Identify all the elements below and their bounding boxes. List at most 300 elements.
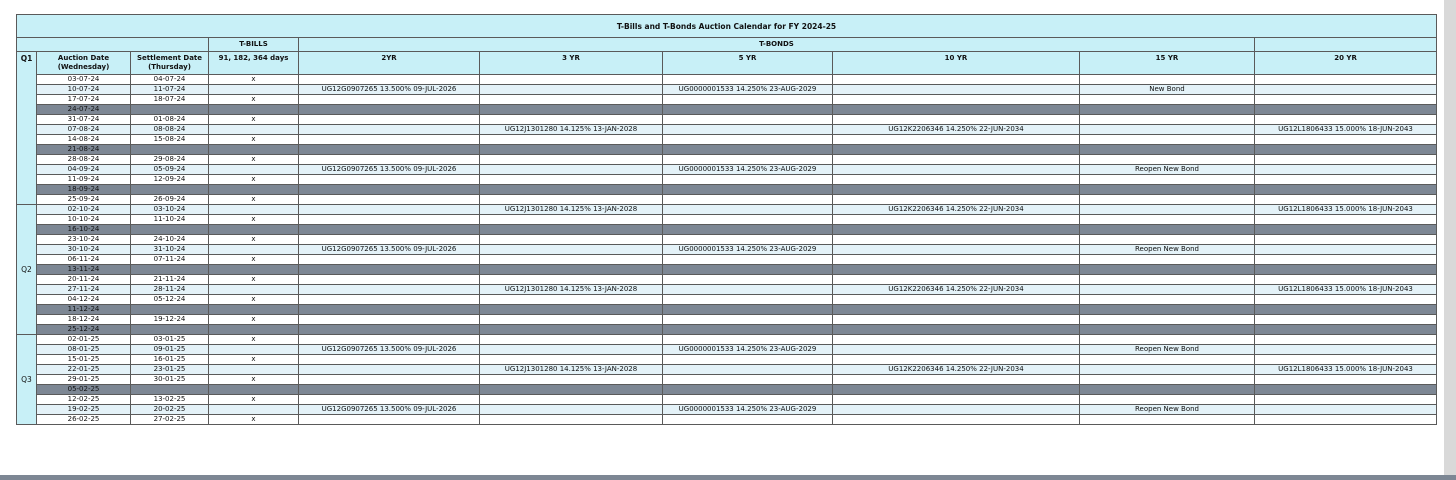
tbills-mark — [209, 245, 299, 255]
bond-3yr — [480, 385, 663, 395]
quarter-label: Q2 — [17, 205, 37, 335]
auction-date: 11-12-24 — [37, 305, 131, 315]
bond-3yr — [480, 165, 663, 175]
bond-5yr — [663, 295, 833, 305]
bond-15yr — [1080, 285, 1255, 295]
bond-20yr — [1255, 225, 1437, 235]
tbills-mark: x — [209, 395, 299, 405]
group-spacer-right — [1255, 38, 1437, 52]
bond-15yr — [1080, 95, 1255, 105]
auction-date: 12-02-25 — [37, 395, 131, 405]
tbills-mark: x — [209, 155, 299, 165]
group-tbonds: T-BONDS — [299, 38, 1255, 52]
bond-2yr — [299, 315, 480, 325]
bond-5yr — [663, 105, 833, 115]
settlement-date: 05-12-24 — [131, 295, 209, 305]
settlement-date: 12-09-24 — [131, 175, 209, 185]
auction-date: 18-12-24 — [37, 315, 131, 325]
tbills-mark: x — [209, 95, 299, 105]
bond-3yr — [480, 225, 663, 235]
bond-2yr — [299, 305, 480, 315]
bond-15yr — [1080, 275, 1255, 285]
tbills-mark: x — [209, 415, 299, 425]
bond-10yr — [833, 165, 1080, 175]
table-row — [17, 135, 1437, 145]
bond-15yr — [1080, 325, 1255, 335]
tbills-mark: x — [209, 355, 299, 365]
tbills-mark — [209, 385, 299, 395]
header-settlement-date: Settlement Date (Thursday) — [131, 52, 209, 75]
bond-20yr — [1255, 355, 1437, 365]
bond-20yr — [1255, 245, 1437, 255]
table-row — [17, 385, 1437, 395]
settlement-date: 08-08-24 — [131, 125, 209, 135]
bond-15yr — [1080, 305, 1255, 315]
bond-20yr — [1255, 375, 1437, 385]
auction-date: 24-07-24 — [37, 105, 131, 115]
bond-15yr — [1080, 255, 1255, 265]
bond-20yr — [1255, 415, 1437, 425]
settlement-date — [131, 385, 209, 395]
auction-date: 25-12-24 — [37, 325, 131, 335]
quarter-label: Q3 — [17, 335, 37, 425]
bond-2yr — [299, 105, 480, 115]
tbills-mark: x — [209, 375, 299, 385]
table-row — [17, 415, 1437, 425]
bond-3yr — [480, 305, 663, 315]
bond-2yr — [299, 325, 480, 335]
bond-10yr — [833, 105, 1080, 115]
bond-10yr — [833, 275, 1080, 285]
bond-5yr — [663, 275, 833, 285]
bond-15yr — [1080, 205, 1255, 215]
settlement-date: 21-11-24 — [131, 275, 209, 285]
auction-date: 11-09-24 — [37, 175, 131, 185]
bond-3yr — [480, 265, 663, 275]
tbills-mark — [209, 325, 299, 335]
table-row — [17, 165, 1437, 175]
bond-15yr: New Bond — [1080, 85, 1255, 95]
bond-5yr — [663, 335, 833, 345]
bond-10yr — [833, 265, 1080, 275]
auction-date: 31-07-24 — [37, 115, 131, 125]
bond-10yr: UG12K2206346 14.250% 22-JUN-2034 — [833, 365, 1080, 375]
bond-15yr — [1080, 355, 1255, 365]
tbills-mark — [209, 345, 299, 355]
bond-15yr — [1080, 365, 1255, 375]
bond-15yr — [1080, 185, 1255, 195]
bond-5yr — [663, 315, 833, 325]
bond-10yr — [833, 95, 1080, 105]
bond-15yr: Reopen New Bond — [1080, 345, 1255, 355]
table-row — [17, 115, 1437, 125]
auction-date: 28-08-24 — [37, 155, 131, 165]
bond-20yr — [1255, 145, 1437, 155]
bond-2yr — [299, 185, 480, 195]
bond-10yr — [833, 395, 1080, 405]
bond-15yr — [1080, 235, 1255, 245]
bond-15yr: Reopen New Bond — [1080, 405, 1255, 415]
bond-10yr — [833, 325, 1080, 335]
bond-2yr — [299, 155, 480, 165]
bond-5yr — [663, 115, 833, 125]
bond-15yr — [1080, 175, 1255, 185]
bond-5yr: UG0000001533 14.250% 23-AUG-2029 — [663, 85, 833, 95]
auction-date: 03-07-24 — [37, 75, 131, 85]
group-spacer — [17, 38, 209, 52]
bond-15yr: Reopen New Bond — [1080, 245, 1255, 255]
bond-10yr — [833, 215, 1080, 225]
auction-date: 22-01-25 — [37, 365, 131, 375]
bond-2yr — [299, 355, 480, 365]
settlement-date: 07-11-24 — [131, 255, 209, 265]
bond-10yr — [833, 295, 1080, 305]
bond-20yr — [1255, 105, 1437, 115]
bond-5yr — [663, 95, 833, 105]
bond-20yr — [1255, 135, 1437, 145]
bond-5yr — [663, 395, 833, 405]
table-row — [17, 345, 1437, 355]
bond-3yr — [480, 295, 663, 305]
settlement-date — [131, 265, 209, 275]
settlement-date: 16-01-25 — [131, 355, 209, 365]
bond-20yr — [1255, 255, 1437, 265]
settlement-date: 01-08-24 — [131, 115, 209, 125]
bond-3yr — [480, 185, 663, 195]
bond-15yr — [1080, 145, 1255, 155]
auction-date: 21-08-24 — [37, 145, 131, 155]
table-row — [17, 375, 1437, 385]
bond-20yr — [1255, 155, 1437, 165]
bond-5yr — [663, 355, 833, 365]
table-row — [17, 105, 1437, 115]
bond-3yr — [480, 155, 663, 165]
bond-2yr — [299, 385, 480, 395]
bond-10yr — [833, 75, 1080, 85]
table-row — [17, 255, 1437, 265]
table-row — [17, 235, 1437, 245]
bond-20yr — [1255, 315, 1437, 325]
tbills-mark — [209, 105, 299, 115]
bond-10yr — [833, 195, 1080, 205]
settlement-date: 29-08-24 — [131, 155, 209, 165]
settlement-date — [131, 225, 209, 235]
bond-2yr — [299, 395, 480, 405]
bond-2yr — [299, 125, 480, 135]
bond-5yr — [663, 285, 833, 295]
tbills-mark — [209, 85, 299, 95]
bond-15yr — [1080, 115, 1255, 125]
scrollbar[interactable] — [1444, 0, 1456, 480]
bond-3yr — [480, 195, 663, 205]
tbills-mark: x — [209, 175, 299, 185]
bond-5yr — [663, 155, 833, 165]
settlement-date: 11-10-24 — [131, 215, 209, 225]
bond-15yr — [1080, 295, 1255, 305]
header-2yr: 2YR — [299, 52, 480, 75]
bond-2yr — [299, 215, 480, 225]
group-tbills: T-BILLS — [209, 38, 299, 52]
bond-15yr — [1080, 105, 1255, 115]
bond-3yr — [480, 325, 663, 335]
bond-2yr — [299, 415, 480, 425]
bond-2yr — [299, 225, 480, 235]
bond-10yr — [833, 135, 1080, 145]
bond-20yr — [1255, 405, 1437, 415]
bond-15yr — [1080, 135, 1255, 145]
bond-10yr — [833, 335, 1080, 345]
settlement-date: 03-01-25 — [131, 335, 209, 345]
bond-5yr — [663, 235, 833, 245]
table-row — [17, 95, 1437, 105]
bond-10yr: UG12K2206346 14.250% 22-JUN-2034 — [833, 205, 1080, 215]
settlement-date: 05-09-24 — [131, 165, 209, 175]
settlement-date: 27-02-25 — [131, 415, 209, 425]
auction-date: 25-09-24 — [37, 195, 131, 205]
bond-20yr — [1255, 305, 1437, 315]
auction-date: 02-01-25 — [37, 335, 131, 345]
tbills-mark: x — [209, 275, 299, 285]
table-row — [17, 225, 1437, 235]
bond-2yr: UG12G0907265 13.500% 09-JUL-2026 — [299, 85, 480, 95]
tbills-mark: x — [209, 295, 299, 305]
bond-20yr — [1255, 195, 1437, 205]
table-row — [17, 175, 1437, 185]
bond-3yr — [480, 75, 663, 85]
bond-10yr — [833, 175, 1080, 185]
settlement-date: 28-11-24 — [131, 285, 209, 295]
auction-date: 04-09-24 — [37, 165, 131, 175]
table-row — [17, 285, 1437, 295]
tbills-mark — [209, 145, 299, 155]
bond-5yr — [663, 145, 833, 155]
bond-5yr — [663, 125, 833, 135]
bond-20yr — [1255, 95, 1437, 105]
table-row — [17, 245, 1437, 255]
bond-10yr — [833, 355, 1080, 365]
table-row — [17, 305, 1437, 315]
bond-3yr — [480, 395, 663, 405]
settlement-date — [131, 185, 209, 195]
bond-20yr — [1255, 265, 1437, 275]
auction-date: 18-09-24 — [37, 185, 131, 195]
bond-5yr: UG0000001533 14.250% 23-AUG-2029 — [663, 245, 833, 255]
bond-2yr — [299, 365, 480, 375]
bond-2yr — [299, 175, 480, 185]
bond-15yr — [1080, 415, 1255, 425]
auction-date: 16-10-24 — [37, 225, 131, 235]
bond-5yr — [663, 385, 833, 395]
bond-5yr: UG0000001533 14.250% 23-AUG-2029 — [663, 165, 833, 175]
settlement-date: 26-09-24 — [131, 195, 209, 205]
bond-10yr: UG12K2206346 14.250% 22-JUN-2034 — [833, 285, 1080, 295]
bond-20yr — [1255, 75, 1437, 85]
settlement-date: 30-01-25 — [131, 375, 209, 385]
bond-3yr — [480, 275, 663, 285]
bond-5yr — [663, 195, 833, 205]
auction-date: 13-11-24 — [37, 265, 131, 275]
bond-2yr — [299, 95, 480, 105]
settlement-date: 09-01-25 — [131, 345, 209, 355]
bond-20yr — [1255, 115, 1437, 125]
tbills-mark — [209, 205, 299, 215]
table-row — [17, 145, 1437, 155]
bond-20yr — [1255, 295, 1437, 305]
bond-10yr — [833, 155, 1080, 165]
tbills-mark: x — [209, 315, 299, 325]
table-row — [17, 295, 1437, 305]
tbills-mark — [209, 125, 299, 135]
auction-date: 27-11-24 — [37, 285, 131, 295]
bond-10yr — [833, 185, 1080, 195]
table-row — [17, 325, 1437, 335]
table-row — [17, 125, 1437, 135]
auction-date: 05-02-25 — [37, 385, 131, 395]
table-row — [17, 205, 1437, 215]
bond-2yr — [299, 145, 480, 155]
bond-20yr — [1255, 165, 1437, 175]
header-15yr: 15 YR — [1080, 52, 1255, 75]
bond-2yr — [299, 375, 480, 385]
bond-5yr — [663, 375, 833, 385]
bond-15yr — [1080, 265, 1255, 275]
bond-3yr — [480, 375, 663, 385]
header-3yr: 3 YR — [480, 52, 663, 75]
bond-20yr: UG12L1806433 15.000% 18-JUN-2043 — [1255, 285, 1437, 295]
table-row — [17, 395, 1437, 405]
bond-5yr — [663, 415, 833, 425]
auction-date: 26-02-25 — [37, 415, 131, 425]
header-20yr: 20 YR — [1255, 52, 1437, 75]
settlement-date: 31-10-24 — [131, 245, 209, 255]
table-row — [17, 405, 1437, 415]
bond-10yr — [833, 385, 1080, 395]
settlement-date: 19-12-24 — [131, 315, 209, 325]
bond-15yr — [1080, 395, 1255, 405]
bond-3yr — [480, 245, 663, 255]
bond-10yr — [833, 305, 1080, 315]
bond-15yr — [1080, 215, 1255, 225]
bond-15yr — [1080, 155, 1255, 165]
bond-10yr: UG12K2206346 14.250% 22-JUN-2034 — [833, 125, 1080, 135]
bond-20yr — [1255, 175, 1437, 185]
bond-5yr — [663, 265, 833, 275]
auction-date: 14-08-24 — [37, 135, 131, 145]
bond-5yr: UG0000001533 14.250% 23-AUG-2029 — [663, 345, 833, 355]
header-5yr: 5 YR — [663, 52, 833, 75]
bond-3yr — [480, 105, 663, 115]
settlement-date: 11-07-24 — [131, 85, 209, 95]
bond-10yr — [833, 115, 1080, 125]
bond-3yr — [480, 235, 663, 245]
bond-10yr — [833, 255, 1080, 265]
table-row — [17, 335, 1437, 345]
bond-10yr — [833, 375, 1080, 385]
bond-5yr — [663, 205, 833, 215]
table-row — [17, 215, 1437, 225]
bond-20yr — [1255, 325, 1437, 335]
settlement-date — [131, 305, 209, 315]
bond-3yr — [480, 115, 663, 125]
bond-10yr — [833, 415, 1080, 425]
bond-10yr — [833, 245, 1080, 255]
bond-10yr — [833, 315, 1080, 325]
table-row — [17, 265, 1437, 275]
table-row — [17, 275, 1437, 285]
table-row — [17, 155, 1437, 165]
bond-3yr: UG12J1301280 14.125% 13-JAN-2028 — [480, 285, 663, 295]
table-row — [17, 85, 1437, 95]
auction-date: 06-11-24 — [37, 255, 131, 265]
table-row — [17, 185, 1437, 195]
tbills-mark: x — [209, 235, 299, 245]
tbills-mark: x — [209, 115, 299, 125]
bond-2yr: UG12G0907265 13.500% 09-JUL-2026 — [299, 345, 480, 355]
bond-3yr — [480, 215, 663, 225]
bond-5yr — [663, 325, 833, 335]
auction-date: 10-10-24 — [37, 215, 131, 225]
auction-date: 08-01-25 — [37, 345, 131, 355]
auction-calendar-table — [16, 14, 1437, 425]
tbills-mark: x — [209, 215, 299, 225]
settlement-date: 15-08-24 — [131, 135, 209, 145]
bond-5yr — [663, 215, 833, 225]
table-row — [17, 195, 1437, 205]
auction-date: 17-07-24 — [37, 95, 131, 105]
bond-20yr — [1255, 335, 1437, 345]
bond-2yr: UG12G0907265 13.500% 09-JUL-2026 — [299, 165, 480, 175]
bond-3yr: UG12J1301280 14.125% 13-JAN-2028 — [480, 205, 663, 215]
tbills-mark: x — [209, 255, 299, 265]
auction-date: 15-01-25 — [37, 355, 131, 365]
settlement-date: 04-07-24 — [131, 75, 209, 85]
tbills-mark — [209, 265, 299, 275]
table-row — [17, 355, 1437, 365]
bond-5yr — [663, 305, 833, 315]
tbills-mark: x — [209, 135, 299, 145]
bond-3yr — [480, 345, 663, 355]
tbills-mark — [209, 225, 299, 235]
settlement-date: 20-02-25 — [131, 405, 209, 415]
bond-3yr — [480, 315, 663, 325]
bond-20yr: UG12L1806433 15.000% 18-JUN-2043 — [1255, 365, 1437, 375]
bond-5yr — [663, 225, 833, 235]
bond-3yr: UG12J1301280 14.125% 13-JAN-2028 — [480, 125, 663, 135]
bond-15yr — [1080, 75, 1255, 85]
bond-20yr: UG12L1806433 15.000% 18-JUN-2043 — [1255, 205, 1437, 215]
bond-15yr — [1080, 335, 1255, 345]
settlement-date: 13-02-25 — [131, 395, 209, 405]
bond-10yr — [833, 145, 1080, 155]
bond-5yr — [663, 255, 833, 265]
bond-2yr: UG12G0907265 13.500% 09-JUL-2026 — [299, 405, 480, 415]
bond-2yr — [299, 235, 480, 245]
bond-3yr — [480, 335, 663, 345]
bond-3yr — [480, 145, 663, 155]
bond-20yr — [1255, 85, 1437, 95]
bond-15yr — [1080, 385, 1255, 395]
bond-2yr — [299, 295, 480, 305]
bond-10yr — [833, 225, 1080, 235]
tbills-mark: x — [209, 75, 299, 85]
bond-20yr — [1255, 185, 1437, 195]
bond-20yr: UG12L1806433 15.000% 18-JUN-2043 — [1255, 125, 1437, 135]
bond-5yr — [663, 185, 833, 195]
bond-15yr — [1080, 225, 1255, 235]
bond-10yr — [833, 85, 1080, 95]
tbills-mark — [209, 405, 299, 415]
bond-2yr — [299, 135, 480, 145]
